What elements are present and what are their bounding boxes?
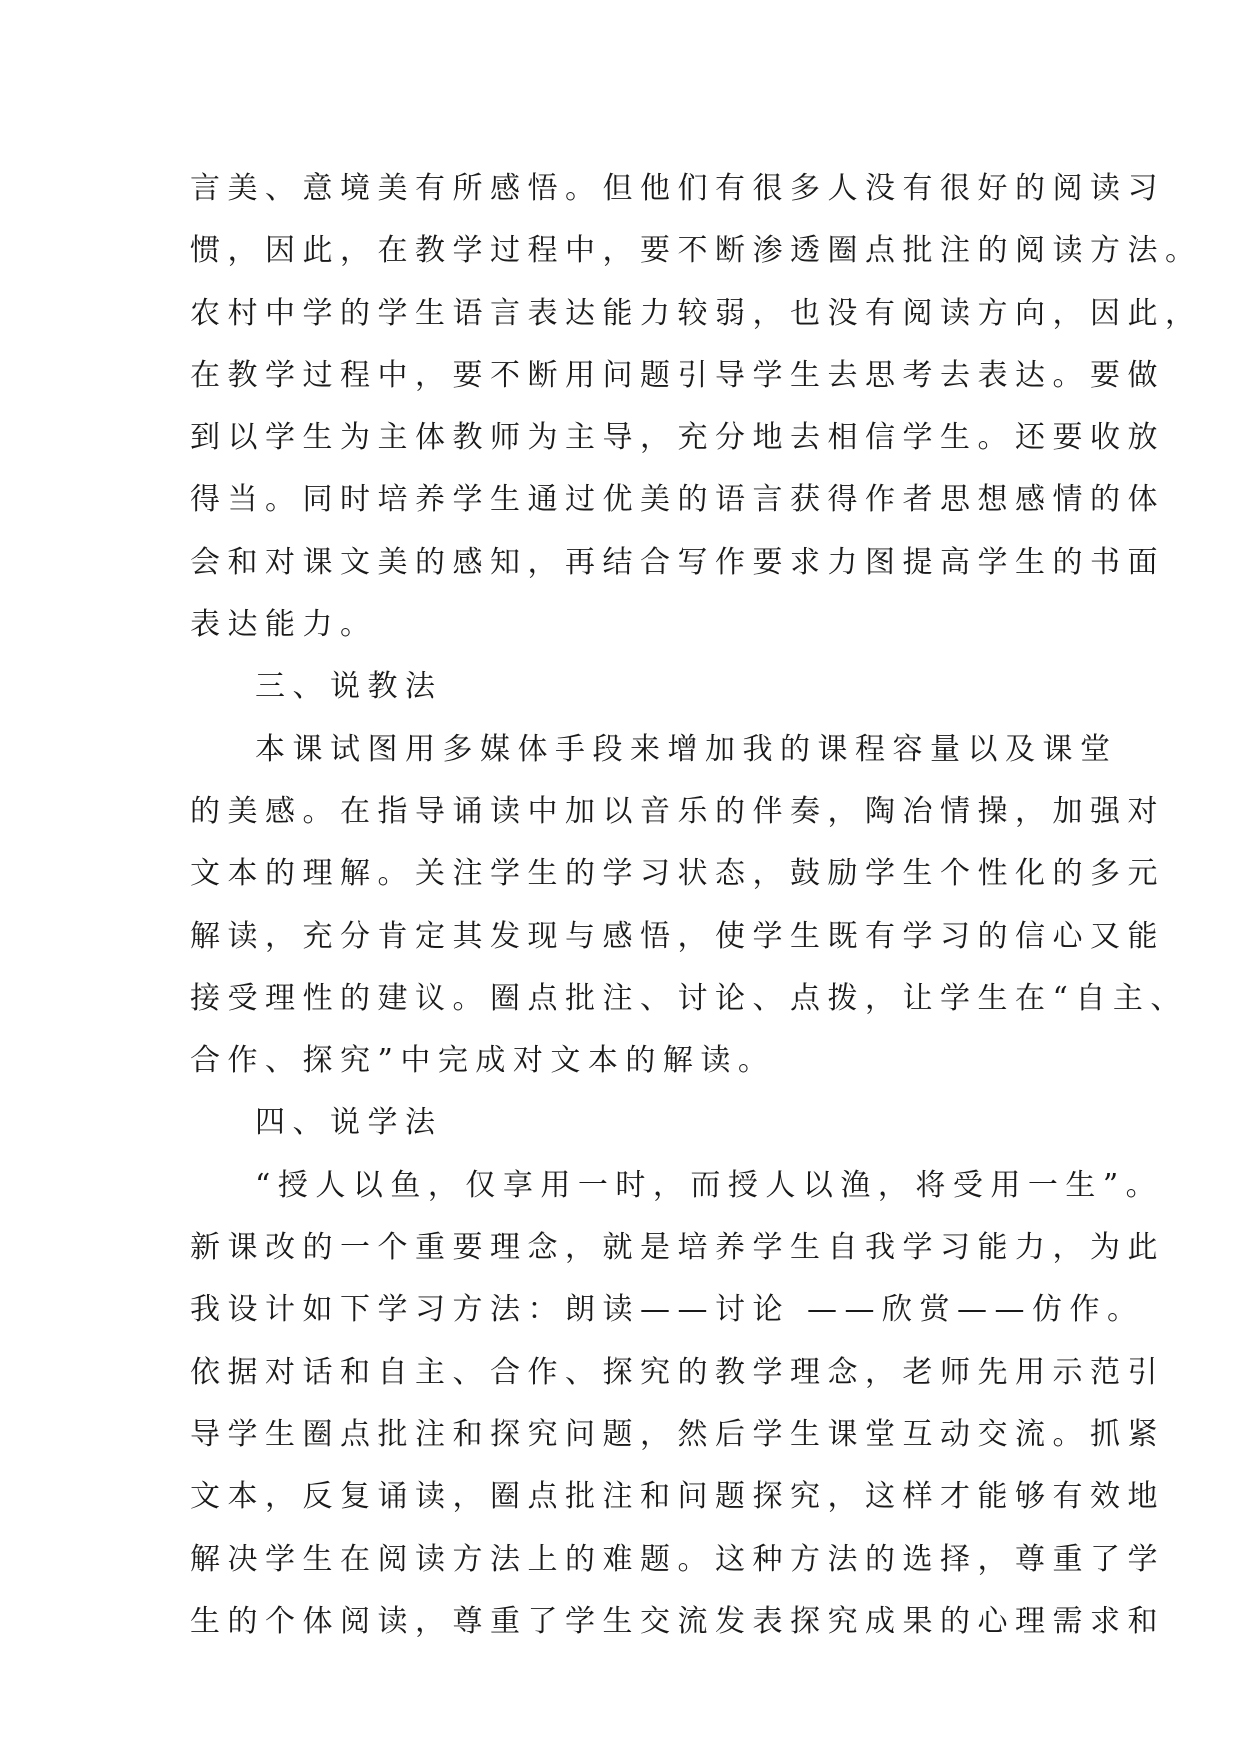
text-line: “授人以鱼，仅享用一时，而授人以渔，将受用一生”。 <box>255 1167 1164 1203</box>
text-line: 惯，因此，在教学过程中，要不断渗透圈点批注的阅读方法。 <box>190 233 1203 269</box>
section-heading-teaching-method: 三、说教法 <box>255 669 443 705</box>
text-line: 依据对话和自主、合作、探究的教学理念，老师先用示范引 <box>190 1354 1165 1390</box>
text-line: 会和对课文美的感知，再结合写作要求力图提高学生的书面 <box>190 544 1165 580</box>
text-line: 得当。同时培养学生通过优美的语言获得作者思想感情的体 <box>190 482 1165 518</box>
text-line: 文本，反复诵读，圈点批注和问题探究，这样才能够有效地 <box>190 1479 1165 1515</box>
text-line: 表达能力。 <box>190 607 378 643</box>
section-heading-learning-method: 四、说学法 <box>255 1105 443 1141</box>
text-line: 解决学生在阅读方法上的难题。这种方法的选择，尊重了学 <box>190 1541 1165 1577</box>
text-line: 本课试图用多媒体手段来增加我的课程容量以及课堂 <box>255 731 1118 767</box>
text-line: 新课改的一个重要理念，就是培养学生自我学习能力，为此 <box>190 1230 1165 1266</box>
text-line: 接受理性的建议。圈点批注、讨论、点拨，让学生在“自主、 <box>190 980 1188 1016</box>
text-line: 在教学过程中，要不断用问题引导学生去思考去表达。要做 <box>190 357 1165 393</box>
text-line: 农村中学的学生语言表达能力较弱，也没有阅读方向，因此， <box>190 295 1203 331</box>
text-line: 的美感。在指导诵读中加以音乐的伴奏，陶冶情操，加强对 <box>190 793 1165 829</box>
text-line: 生的个体阅读，尊重了学生交流发表探究成果的心理需求和 <box>190 1603 1165 1639</box>
text-line: 解读，充分肯定其发现与感悟，使学生既有学习的信心又能 <box>190 918 1165 954</box>
text-line: 导学生圈点批注和探究问题，然后学生课堂互动交流。抓紧 <box>190 1416 1165 1452</box>
text-line: 言美、意境美有所感悟。但他们有很多人没有很好的阅读习 <box>190 171 1165 206</box>
text-line: 我设计如下学习方法：朗读——讨论 ——欣赏——仿作。 <box>190 1292 1145 1328</box>
document-body <box>190 158 1203 1653</box>
text-line: 到以学生为主体教师为主导，充分地去相信学生。还要收放 <box>190 420 1165 456</box>
text-line: 合作、探究”中完成对文本的解读。 <box>190 1043 776 1079</box>
text-line: 文本的理解。关注学生的学习状态，鼓励学生个性化的多元 <box>190 856 1165 892</box>
